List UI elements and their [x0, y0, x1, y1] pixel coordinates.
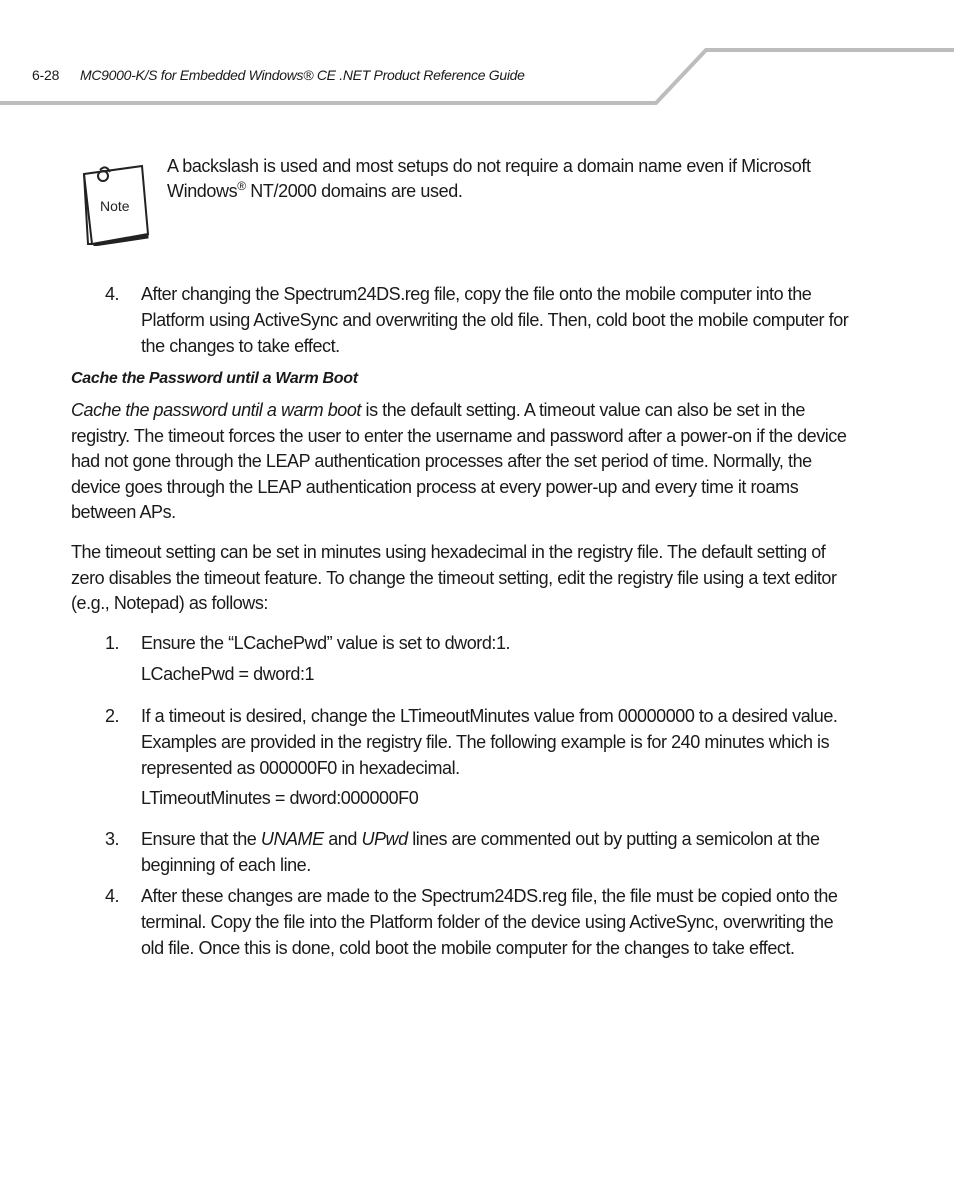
list-item [105, 281, 850, 359]
note-icon [78, 160, 152, 246]
header-rule [0, 0, 954, 110]
section-heading: Cache the Password until a Warm Boot [71, 370, 358, 387]
list-text: Ensure that the UNAME and UPwd lines are commented out by putting a semicolon at the beginning of each line. [141, 829, 820, 875]
list-text: After changing the Spectrum24DS.reg file, copy the file onto the mobile computer into the Platform using ActiveSync and overwriting the old file. Then, cold boot the mobile computer for the changes to take effect. [141, 284, 849, 356]
page-number: 6-28 [32, 67, 60, 83]
list-item [105, 883, 850, 961]
list-text: If a timeout is desired, change the LTimeoutMinutes value from 00000000 to a desired value. Examples are provided in the registry file. The following example is for 240 minutes which is represented as 000000F0 in hexadecimal. [141, 706, 838, 778]
note-label: Note [100, 198, 130, 214]
paragraph: Cache the password until a warm boot is the default setting. A timeout value can also be set in the registry. The timeout forces the user to enter the username and password after a power-on if the device had not gone through the LEAP authentication processes after the set period of time. Normally, the device goes through the LEAP authentication process at every power-up and every time it roams between APs. [71, 400, 847, 522]
list-text: After these changes are made to the Spectrum24DS.reg file, the file must be copied onto the terminal. Copy the file into the Platform folder of the device using ActiveSync, overwriting the old file. Once this is done, cold boot the mobile computer for the changes to take effect. [141, 886, 838, 958]
list-number: 2. [105, 706, 120, 726]
list-item [105, 826, 850, 878]
list-text: Ensure the “LCachePwd” value is set to dword:1. [141, 633, 511, 653]
list-number: 3. [105, 829, 120, 849]
guide-title: MC9000-K/S for Embedded Windows® CE .NET Product Reference Guide [80, 67, 525, 83]
list-item [105, 703, 850, 781]
list-number: 4. [105, 886, 120, 906]
list-number: 4. [105, 284, 120, 304]
code-line: LCachePwd = dword:1 [141, 664, 315, 684]
list-number: 1. [105, 633, 120, 653]
paragraph: The timeout setting can be set in minutes using hexadecimal in the registry file. The default setting of zero disables the timeout feature. To change the timeout setting, edit the registry file using a text editor (e.g., Notepad) as follows: [71, 542, 837, 613]
code-line: LTimeoutMinutes = dword:000000F0 [141, 788, 419, 808]
list-item [105, 630, 850, 656]
note-text: A backslash is used and most setups do not require a domain name even if Microsoft Windows® NT/2000 domains are used. [167, 156, 811, 201]
